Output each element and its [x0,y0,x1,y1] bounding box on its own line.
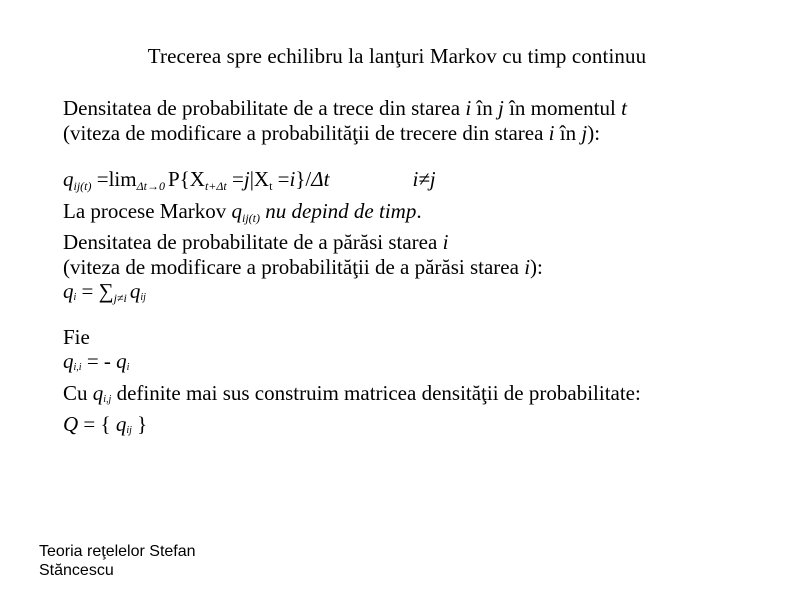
formula-qi: qi = $\sum_{j\ne i}$ qij [63,279,146,305]
para2-line2: (viteza de modificare a probabilităţii de a părăsi starea i): [63,254,543,279]
para2-line1: Densitatea de probabilitate de a părăsi starea i [63,230,449,254]
slide-footer [39,542,239,580]
formula-Q: Q = { qij } [63,412,148,436]
slide-title: Trecerea spre echilibru la lanţuri Markov cu timp continuu [147,44,647,68]
footer-line1: Teoria reţelelor Stefan [39,543,196,560]
slide-body [63,96,783,444]
markov-line: La procese Markov $q_{ij(t)}$ nu depind de timp. [63,198,422,225]
para1-line2: (viteza de modificare a probabilităţii de trecere din starea i în j): [63,120,601,145]
cu-line: Cu qi,j definite mai sus construim matricea densităţii de probabilitate: [63,380,641,405]
formula-qij: $q_{ij(t)} =\lim_{\Delta t\to 0}$ $P\{X_{t+\Delta t} =j|X_t =i\}/\Delta t$ i≠j [63,167,436,193]
formula-qii: qi,i = - qi [63,349,130,373]
fie-line: Fie [63,324,90,349]
footer-line2: Stăncescu [39,562,114,579]
para1-line1: Densitatea de probabilitate de a trece din starea i în j în momentul t [63,96,627,120]
